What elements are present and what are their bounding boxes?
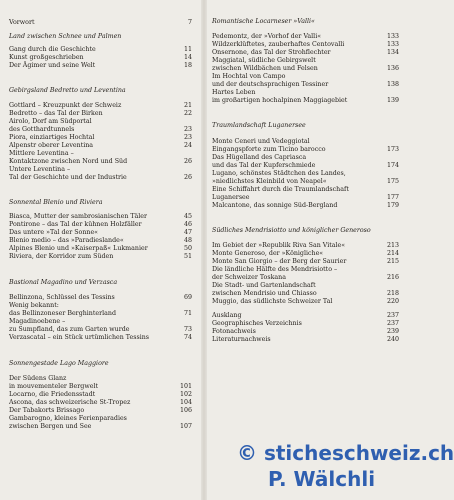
toc-entry-title: Literaturnachweis [212, 336, 271, 343]
toc-entry-page: 102 [179, 391, 192, 398]
toc-entry-page: 216 [386, 274, 399, 281]
toc-entry-title: Der Tabakorts Brissago [9, 407, 85, 414]
toc-entry-title: Magadinoebene – [9, 318, 66, 325]
toc-entry-title: Verzascatal – ein Stück urtümlichen Tessins [9, 334, 149, 341]
section-heading-text: Südliches Mendrisiotto und königlicher Generoso [212, 227, 371, 234]
toc-entry-page: 71 [183, 310, 192, 317]
toc-entry-page: 69 [183, 294, 192, 301]
toc-entry-page: 133 [386, 41, 399, 48]
toc-entry-page: 133 [386, 33, 399, 40]
toc-entry-title: zu Sumpfland, das zum Garten wurde [9, 326, 130, 333]
toc-entry-page: 48 [183, 237, 192, 244]
toc-entry-page: 138 [386, 81, 399, 88]
toc-entry-title: Wenig bekannt: [9, 302, 59, 309]
toc-entry-page: 74 [183, 334, 192, 341]
toc-entry-title: der Schweizer Toskana [212, 274, 286, 281]
toc-entry-title: zwischen Wildbächen und Felsen [212, 65, 318, 72]
toc-entry-page: 220 [386, 298, 399, 305]
toc-entry-title: Im Hochtal von Campo [212, 73, 286, 80]
toc-entry-title: Monte San Giorgio – der Berg der Saurier [212, 258, 347, 265]
watermark-author: P. Wälchli [268, 467, 376, 491]
toc-entry-title: Malcantone, das sonnige Süd-Bergland [212, 202, 338, 209]
toc-entry-page: 139 [386, 97, 399, 104]
toc-entry-title: Onsernone, das Tal der Strohflechter [212, 49, 331, 56]
toc-entry-page: 24 [183, 142, 192, 149]
toc-entry-page: 47 [183, 229, 192, 236]
toc-entry-title: Airolo, Dorf am Südportal [9, 118, 92, 125]
section-heading-text: Gebirgsland Bedretto und Leventina [9, 87, 126, 94]
toc-entry-page: 213 [386, 242, 399, 249]
toc-entry-title: Geographisches Verzeichnis [212, 320, 302, 327]
toc-entry-title: Mittlere Leventina – [9, 150, 74, 157]
toc-entry-title: Lugano, schönstes Städtchen des Landes, [212, 170, 346, 177]
toc-entry-title: Ascona, das schweizerische St-Tropez [9, 399, 131, 406]
toc-entry-title: Kontaktzone zwischen Nord und Süd [9, 158, 128, 165]
toc-entry-title: Maggiatal, südliche Gebirgswelt [212, 57, 316, 64]
toc-entry-page: 73 [183, 326, 192, 333]
toc-entry-title: Gang durch die Geschichte [9, 46, 96, 53]
toc-entry-title: Pontirone – das Tal der kühnen Holzfäller [9, 221, 142, 228]
toc-entry-page: 240 [386, 336, 399, 343]
toc-entry-title: das Bellinzoneser Berghinterland [9, 310, 116, 317]
toc-entry-title: Blenio medio – das »Paradieslande« [9, 237, 124, 244]
toc-entry-title: »niedlichstes Kleinbild von Neapel« [212, 178, 327, 185]
toc-entry-title: Die ländliche Hälfte des Mendrisiotto – [212, 266, 338, 273]
toc-entry-page: 136 [386, 65, 399, 72]
toc-entry-title: Alpines Blenio und »Kaiserpaß« Lukmanier [9, 245, 148, 252]
toc-entry-title: in mouvementeler Bergwelt [9, 383, 98, 390]
toc-entry-title: Tal der Geschichte und der Industrie [9, 174, 127, 181]
toc-entry-page: 26 [183, 158, 192, 165]
toc-entry-title: Locarno, die Friedensstadt [9, 391, 96, 398]
toc-entry-page: 101 [179, 383, 192, 390]
section-heading-text: Sonnengestade Lago Maggiore [9, 360, 109, 367]
toc-entry-title: Bellinzona, Schlüssel des Tessins [9, 294, 115, 301]
toc-entry-page: 51 [183, 253, 192, 260]
toc-entry-title: Die Stadt- und Gartenlandschaft [212, 282, 316, 289]
toc-entry-title: Im Gebiet der »Republik Riva San Vitale« [212, 242, 346, 249]
toc-entry-title: Piora, einziartiges Hochtal [9, 134, 95, 141]
toc-entry-title: zwischen Bergen und See [9, 423, 92, 430]
toc-entry-title: Das Hügelland des Capriasca [212, 154, 307, 161]
toc-entry-page: 215 [386, 258, 399, 265]
toc-entry-page: 218 [386, 290, 399, 297]
toc-entry-title: Untere Leventina – [9, 166, 71, 173]
toc-entry-page: 46 [183, 221, 192, 228]
toc-entry-title: Eingangspforte zum Ticino barocco [212, 146, 326, 153]
toc-entry-title: zwischen Mendrisio und Chiasso [212, 290, 317, 297]
toc-entry-page: 45 [183, 213, 192, 220]
toc-entry-title: und der deutschsprachigen Tessiner [212, 81, 329, 88]
toc-entry-page: 177 [386, 194, 399, 201]
toc-entry-title: Bedretto – das Tal der Birken [9, 110, 103, 117]
toc-entry-title: Eine Schiffahrt durch die Traumlandschaft [212, 186, 349, 193]
toc-entry-page: 50 [183, 245, 192, 252]
toc-entry-page: 179 [386, 202, 399, 209]
section-heading-text: Romantische Locarneser »Valli« [212, 18, 315, 25]
toc-entry-page: 173 [386, 146, 399, 153]
toc-entry-page: 21 [183, 102, 192, 109]
toc-entry-page: 104 [179, 399, 192, 406]
toc-entry-page: 237 [386, 312, 399, 319]
toc-entry-page: 11 [183, 46, 192, 53]
toc-entry-title: Hartes Leben [212, 89, 256, 96]
toc-entry-title: Der Südens Glanz [9, 375, 67, 382]
toc-entry-title: Ausklang [212, 312, 242, 319]
toc-entry-page: 239 [386, 328, 399, 335]
toc-entry-title: Monte Generoso, der »Königliche« [212, 250, 324, 257]
section-heading-text: Bastional Magadino und Verzasca [9, 279, 118, 286]
section-heading-text: Land zwischen Schnee und Palmen [9, 33, 122, 40]
toc-entry-title: und das Tal der Kupferschmiede [212, 162, 316, 169]
toc-entry-title: Muggio, das südlichste Schweizer Tal [212, 298, 333, 305]
toc-entry-title: Der Ägimer und seine Welt [9, 62, 96, 69]
toc-entry-page: 107 [179, 423, 192, 430]
section-heading-text: Traumlandschaft Luganersee [212, 122, 306, 129]
toc-entry-title: im großartigen hochalpinen Maggiagebiet [212, 97, 348, 104]
toc-entry-title: Luganersee [212, 194, 250, 201]
toc-entry-title: Wildzerklüftetes, zauberhaftes Centovalli [212, 41, 345, 48]
toc-entry-title: Riviera, der Korridor zum Süden [9, 253, 114, 260]
toc-entry-page: 237 [386, 320, 399, 327]
toc-entry-page: 22 [183, 110, 192, 117]
toc-entry-page: 26 [183, 174, 192, 181]
toc-entry-page: 14 [183, 54, 192, 61]
toc-entry-page: 214 [386, 250, 399, 257]
toc-entry-title: Kunst großgeschrieben [9, 54, 84, 61]
toc-entry-title: Gottlard – Kreuzpunkt der Schweiz [9, 102, 122, 109]
toc-entry-title: Fotonachweis [212, 328, 256, 335]
toc-entry-page: 7 [187, 19, 192, 26]
toc-entry-page: 23 [183, 134, 192, 141]
section-heading-text: Sonnental Blenio und Riviera [9, 199, 103, 206]
toc-entry-title: Biasca, Mutter der sambrosianischen Täler [9, 213, 147, 220]
toc-entry-title: Pedemontz, der »Vorhof der Valli« [212, 33, 322, 40]
toc-entry-page: 106 [179, 407, 192, 414]
toc-entry-title: Vorwort [9, 19, 35, 26]
page-gutter [201, 0, 207, 500]
toc-entry-page: 18 [183, 62, 192, 69]
watermark-copyright: © sticheschweiz.ch [237, 441, 454, 465]
toc-entry-page: 134 [386, 49, 399, 56]
toc-entry-title: Monte Ceneri und Vedeggiotal [212, 138, 310, 145]
toc-entry-title: des Gotthardtunnels [9, 126, 75, 133]
toc-entry-page: 174 [386, 162, 399, 169]
toc-entry-title: Das untere »Tal der Sonne« [9, 229, 99, 236]
toc-entry-title: Gambarogno, kleines Ferienparadies [9, 415, 127, 422]
toc-entry-page: 175 [386, 178, 399, 185]
toc-entry-title: Alpenstr oberer Leventina [9, 142, 94, 149]
toc-entry-page: 23 [183, 126, 192, 133]
